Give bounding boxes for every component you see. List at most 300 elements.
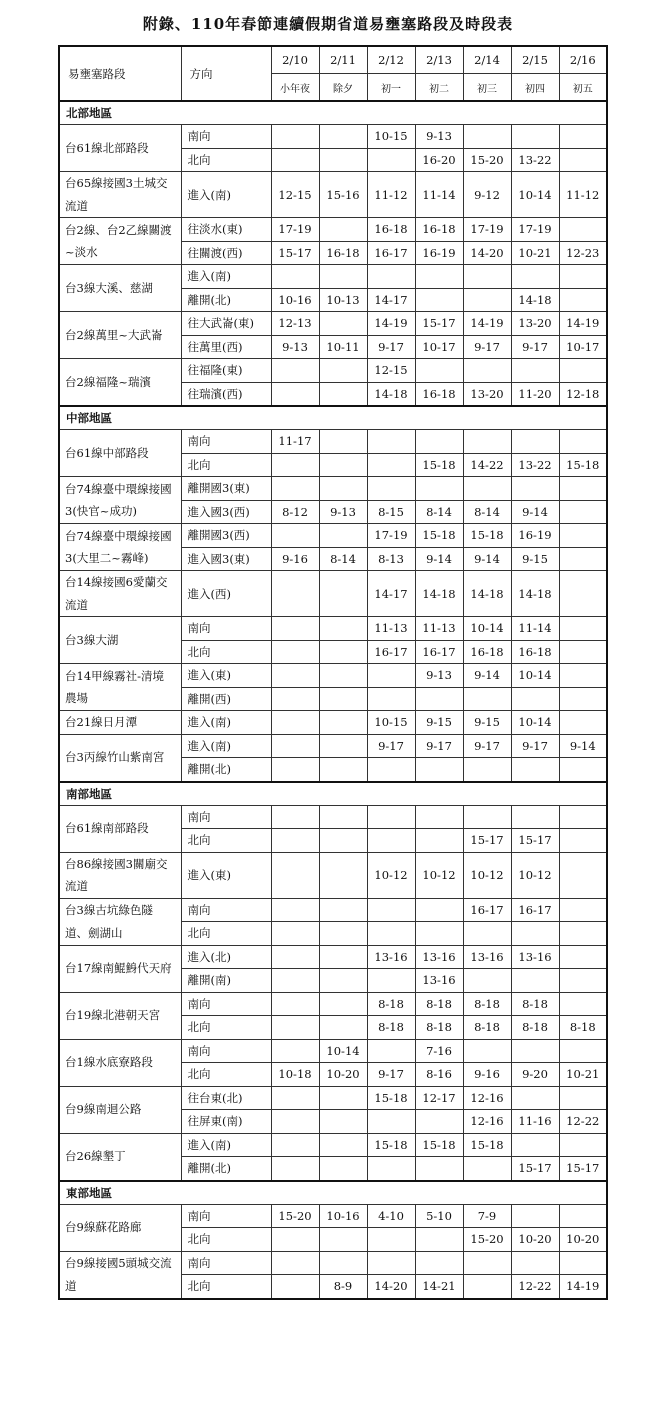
time-cell: [271, 1086, 319, 1110]
time-cell: 9-14: [463, 547, 511, 571]
segment-name: 台2線、台2乙線關渡~淡水: [59, 218, 181, 265]
time-cell: 8-18: [415, 1016, 463, 1040]
segment-name: 台3線大湖: [59, 617, 181, 664]
time-cell: [367, 805, 415, 829]
time-cell: 10-12: [415, 852, 463, 898]
time-cell: [271, 524, 319, 548]
time-cell: [319, 640, 367, 664]
time-cell: [415, 265, 463, 289]
time-cell: 13-16: [415, 945, 463, 969]
time-cell: 10-18: [271, 1063, 319, 1087]
time-cell: 16-18: [415, 382, 463, 406]
time-cell: [367, 148, 415, 172]
time-cell: [271, 734, 319, 758]
table-row: [59, 477, 607, 501]
time-cell: [559, 500, 607, 524]
time-cell: [559, 945, 607, 969]
segment-name: 台14線接國6愛蘭交流道: [59, 571, 181, 617]
time-cell: 14-19: [559, 1275, 607, 1299]
table-row: [59, 1204, 607, 1228]
time-cell: 15-20: [463, 1228, 511, 1252]
time-cell: [559, 1133, 607, 1157]
time-cell: [319, 1157, 367, 1181]
time-cell: 10-17: [559, 335, 607, 359]
time-cell: 8-15: [367, 500, 415, 524]
segment-name: 台74線臺中環線接國3(快官~成功): [59, 477, 181, 524]
direction-cell: 進入(東): [181, 664, 271, 688]
time-cell: 12-16: [463, 1086, 511, 1110]
time-cell: [511, 969, 559, 993]
segment-name: 台86線接國3關廟交流道: [59, 852, 181, 898]
time-cell: [463, 125, 511, 149]
time-cell: [415, 1251, 463, 1275]
time-cell: 15-17: [415, 312, 463, 336]
time-cell: 8-18: [511, 992, 559, 1016]
time-cell: [319, 359, 367, 383]
time-cell: 9-14: [463, 664, 511, 688]
time-cell: [367, 829, 415, 853]
time-cell: 16-18: [367, 218, 415, 242]
segment-name: 台74線臺中環線接國3(大里二~霧峰): [59, 524, 181, 571]
time-cell: [463, 1039, 511, 1063]
time-cell: [319, 711, 367, 735]
time-cell: 9-17: [511, 734, 559, 758]
time-cell: [367, 430, 415, 454]
time-cell: 10-16: [271, 288, 319, 312]
time-cell: 9-17: [367, 734, 415, 758]
time-cell: [367, 687, 415, 711]
time-cell: 13-20: [463, 382, 511, 406]
time-cell: [511, 430, 559, 454]
time-cell: 10-21: [511, 241, 559, 265]
header-day: 初五: [559, 74, 607, 102]
time-cell: [271, 922, 319, 946]
time-cell: 8-18: [559, 1016, 607, 1040]
time-cell: [271, 898, 319, 922]
time-cell: 15-17: [463, 829, 511, 853]
time-cell: [559, 922, 607, 946]
time-cell: 11-20: [511, 382, 559, 406]
header-date: 2/14: [463, 46, 511, 74]
time-cell: [319, 125, 367, 149]
time-cell: [511, 1039, 559, 1063]
time-cell: 9-15: [511, 547, 559, 571]
time-cell: 8-18: [367, 1016, 415, 1040]
time-cell: 16-19: [415, 241, 463, 265]
time-cell: [271, 1157, 319, 1181]
time-cell: [319, 734, 367, 758]
time-cell: [271, 945, 319, 969]
time-cell: 8-14: [319, 547, 367, 571]
direction-cell: 北向: [181, 1063, 271, 1087]
time-cell: [415, 898, 463, 922]
time-cell: 14-18: [415, 571, 463, 617]
time-cell: 14-18: [463, 571, 511, 617]
time-cell: 15-17: [271, 241, 319, 265]
time-cell: 10-12: [463, 852, 511, 898]
time-cell: [271, 805, 319, 829]
time-cell: 8-14: [463, 500, 511, 524]
time-cell: [415, 359, 463, 383]
time-cell: [415, 477, 463, 501]
time-cell: 15-20: [463, 148, 511, 172]
direction-cell: 往關渡(西): [181, 241, 271, 265]
time-cell: [415, 687, 463, 711]
time-cell: 11-13: [367, 617, 415, 641]
direction-cell: 北向: [181, 829, 271, 853]
time-cell: [511, 1204, 559, 1228]
time-cell: 9-13: [271, 335, 319, 359]
segment-name: 台61線北部路段: [59, 125, 181, 172]
time-cell: 17-19: [367, 524, 415, 548]
direction-cell: 進入(北): [181, 945, 271, 969]
direction-cell: 北向: [181, 1275, 271, 1299]
segment-name: 台9線南迴公路: [59, 1086, 181, 1133]
time-cell: 15-17: [511, 1157, 559, 1181]
segment-name: 台9線蘇花路廊: [59, 1204, 181, 1251]
time-cell: 17-19: [463, 218, 511, 242]
direction-cell: 進入(南): [181, 711, 271, 735]
time-cell: [271, 1275, 319, 1299]
time-cell: 17-19: [271, 218, 319, 242]
time-cell: [271, 640, 319, 664]
time-cell: [511, 687, 559, 711]
region-title: 中部地區: [59, 406, 607, 430]
segment-name: 台14甲線霧社-清境農場: [59, 664, 181, 711]
direction-cell: 北向: [181, 1016, 271, 1040]
time-cell: [511, 758, 559, 782]
time-cell: 10-14: [511, 711, 559, 735]
time-cell: [319, 1110, 367, 1134]
direction-cell: 南向: [181, 430, 271, 454]
time-cell: [559, 758, 607, 782]
time-cell: [559, 125, 607, 149]
direction-cell: 南向: [181, 617, 271, 641]
segment-name: 台26線墾丁: [59, 1133, 181, 1181]
time-cell: 4-10: [367, 1204, 415, 1228]
direction-cell: 南向: [181, 805, 271, 829]
time-cell: [367, 922, 415, 946]
time-cell: 9-17: [463, 335, 511, 359]
time-cell: 15-17: [511, 829, 559, 853]
time-cell: [559, 148, 607, 172]
direction-cell: 離開(南): [181, 969, 271, 993]
segment-name: 台3線古坑綠色隧道、劍湖山: [59, 898, 181, 945]
direction-cell: 北向: [181, 640, 271, 664]
table-row: [59, 945, 607, 969]
segment-name: 台65線接國3土城交流道: [59, 172, 181, 218]
table-row: [59, 430, 607, 454]
time-cell: 14-19: [463, 312, 511, 336]
time-cell: 12-22: [511, 1275, 559, 1299]
time-cell: [559, 547, 607, 571]
time-cell: [463, 805, 511, 829]
time-cell: 9-14: [559, 734, 607, 758]
time-cell: [511, 477, 559, 501]
time-cell: [271, 1251, 319, 1275]
time-cell: [319, 382, 367, 406]
direction-cell: 南向: [181, 125, 271, 149]
time-cell: 16-18: [463, 640, 511, 664]
congestion-schedule-table: [58, 45, 608, 1300]
time-cell: 8-14: [415, 500, 463, 524]
time-cell: 15-18: [463, 524, 511, 548]
time-cell: [511, 125, 559, 149]
time-cell: 9-17: [463, 734, 511, 758]
table-row: [59, 664, 607, 688]
time-cell: [271, 852, 319, 898]
time-cell: [271, 758, 319, 782]
time-cell: 10-20: [559, 1228, 607, 1252]
direction-cell: 往淡水(東): [181, 218, 271, 242]
time-cell: [319, 922, 367, 946]
time-cell: [319, 664, 367, 688]
time-cell: [319, 524, 367, 548]
time-cell: [271, 571, 319, 617]
time-cell: 11-12: [559, 172, 607, 218]
time-cell: [367, 1157, 415, 1181]
time-cell: 15-18: [415, 453, 463, 477]
time-cell: [559, 571, 607, 617]
time-cell: 10-14: [463, 617, 511, 641]
time-cell: [559, 430, 607, 454]
direction-cell: 進入(南): [181, 1133, 271, 1157]
time-cell: [559, 711, 607, 735]
time-cell: 16-18: [319, 241, 367, 265]
direction-cell: 北向: [181, 922, 271, 946]
time-cell: 12-17: [415, 1086, 463, 1110]
time-cell: [367, 664, 415, 688]
time-cell: 13-16: [415, 969, 463, 993]
time-cell: [511, 1251, 559, 1275]
time-cell: 10-11: [319, 335, 367, 359]
time-cell: [319, 969, 367, 993]
region-row: [59, 1181, 607, 1205]
header-row-dates: [59, 46, 607, 74]
direction-cell: 離開(西): [181, 687, 271, 711]
time-cell: [319, 687, 367, 711]
time-cell: [559, 829, 607, 853]
time-cell: 16-18: [511, 640, 559, 664]
time-cell: [367, 1228, 415, 1252]
time-cell: 11-12: [367, 172, 415, 218]
time-cell: [319, 571, 367, 617]
time-cell: [319, 1016, 367, 1040]
document-title: 附錄、110年春節連續假期省道易壅塞路段及時段表: [142, 15, 514, 33]
time-cell: 9-17: [511, 335, 559, 359]
time-cell: [559, 1251, 607, 1275]
header-date: 2/13: [415, 46, 463, 74]
time-cell: 11-13: [415, 617, 463, 641]
time-cell: 12-15: [271, 172, 319, 218]
time-cell: [271, 1133, 319, 1157]
direction-cell: 離開國3(西): [181, 524, 271, 548]
direction-cell: 進入(東): [181, 852, 271, 898]
table-row: [59, 734, 607, 758]
region-row: [59, 406, 607, 430]
time-cell: 16-17: [511, 898, 559, 922]
table-row: [59, 1133, 607, 1157]
time-cell: 13-16: [367, 945, 415, 969]
time-cell: 11-14: [415, 172, 463, 218]
time-cell: [511, 805, 559, 829]
direction-cell: 南向: [181, 1251, 271, 1275]
header-day: 初三: [463, 74, 511, 102]
time-cell: [463, 969, 511, 993]
time-cell: 9-14: [511, 500, 559, 524]
time-cell: [271, 453, 319, 477]
time-cell: 15-18: [415, 524, 463, 548]
time-cell: [271, 829, 319, 853]
time-cell: [415, 288, 463, 312]
time-cell: 15-18: [463, 1133, 511, 1157]
time-cell: [559, 664, 607, 688]
direction-cell: 往台東(北): [181, 1086, 271, 1110]
time-cell: 14-21: [415, 1275, 463, 1299]
time-cell: [559, 969, 607, 993]
time-cell: 10-12: [367, 852, 415, 898]
time-cell: [271, 1110, 319, 1134]
region-title: 東部地區: [59, 1181, 607, 1205]
time-cell: 13-22: [511, 148, 559, 172]
time-cell: 5-10: [415, 1204, 463, 1228]
time-cell: 15-18: [367, 1086, 415, 1110]
time-cell: 9-15: [463, 711, 511, 735]
header-date: 2/15: [511, 46, 559, 74]
time-cell: [271, 992, 319, 1016]
time-cell: 13-16: [511, 945, 559, 969]
table-row: [59, 1251, 607, 1275]
table-row: [59, 524, 607, 548]
time-cell: [271, 1016, 319, 1040]
time-cell: 8-13: [367, 547, 415, 571]
time-cell: [271, 687, 319, 711]
direction-cell: 往瑞濱(西): [181, 382, 271, 406]
time-cell: [511, 359, 559, 383]
time-cell: [511, 265, 559, 289]
time-cell: [319, 758, 367, 782]
direction-cell: 離開國3(東): [181, 477, 271, 501]
time-cell: 10-21: [559, 1063, 607, 1087]
time-cell: 16-17: [367, 640, 415, 664]
time-cell: 9-17: [415, 734, 463, 758]
time-cell: [463, 687, 511, 711]
header-date: 2/11: [319, 46, 367, 74]
time-cell: 10-14: [511, 172, 559, 218]
time-cell: [559, 687, 607, 711]
time-cell: 8-18: [463, 992, 511, 1016]
table-row: [59, 1086, 607, 1110]
time-cell: [559, 805, 607, 829]
time-cell: [367, 1110, 415, 1134]
direction-cell: 南向: [181, 1039, 271, 1063]
table-row: [59, 312, 607, 336]
table-row: [59, 805, 607, 829]
time-cell: 14-17: [367, 571, 415, 617]
time-cell: [415, 1110, 463, 1134]
time-cell: 14-18: [367, 382, 415, 406]
time-cell: [511, 1133, 559, 1157]
time-cell: [319, 617, 367, 641]
time-cell: 10-20: [319, 1063, 367, 1087]
time-cell: 10-12: [511, 852, 559, 898]
direction-cell: 往萬里(西): [181, 335, 271, 359]
header-date: 2/10: [271, 46, 319, 74]
table-row: [59, 172, 607, 218]
time-cell: 11-16: [511, 1110, 559, 1134]
time-cell: [415, 1157, 463, 1181]
time-cell: [319, 148, 367, 172]
time-cell: 14-18: [511, 288, 559, 312]
time-cell: 13-22: [511, 453, 559, 477]
time-cell: [271, 477, 319, 501]
time-cell: [271, 617, 319, 641]
time-cell: 14-19: [367, 312, 415, 336]
time-cell: [271, 382, 319, 406]
time-cell: 14-18: [511, 571, 559, 617]
time-cell: [559, 359, 607, 383]
time-cell: [559, 852, 607, 898]
header-day: 初四: [511, 74, 559, 102]
time-cell: [319, 1251, 367, 1275]
time-cell: [415, 1228, 463, 1252]
direction-cell: 北向: [181, 148, 271, 172]
time-cell: 16-17: [367, 241, 415, 265]
time-cell: 12-13: [271, 312, 319, 336]
time-cell: 16-17: [415, 640, 463, 664]
time-cell: 9-13: [319, 500, 367, 524]
time-cell: [271, 664, 319, 688]
region-row: [59, 782, 607, 806]
time-cell: [559, 477, 607, 501]
time-cell: [319, 898, 367, 922]
time-cell: 9-17: [367, 1063, 415, 1087]
time-cell: [559, 1039, 607, 1063]
table-row: [59, 571, 607, 617]
time-cell: 15-20: [271, 1204, 319, 1228]
time-cell: [319, 992, 367, 1016]
time-cell: [367, 1039, 415, 1063]
time-cell: 11-14: [511, 617, 559, 641]
table-row: [59, 992, 607, 1016]
time-cell: [415, 922, 463, 946]
time-cell: 17-19: [511, 218, 559, 242]
time-cell: 13-20: [511, 312, 559, 336]
time-cell: [463, 922, 511, 946]
time-cell: 8-18: [463, 1016, 511, 1040]
time-cell: 12-22: [559, 1110, 607, 1134]
table-row: [59, 125, 607, 149]
time-cell: 15-17: [559, 1157, 607, 1181]
time-cell: [463, 430, 511, 454]
header-date: 2/16: [559, 46, 607, 74]
region-title: 南部地區: [59, 782, 607, 806]
time-cell: 8-18: [415, 992, 463, 1016]
time-cell: 14-17: [367, 288, 415, 312]
time-cell: [319, 852, 367, 898]
table-row: [59, 1039, 607, 1063]
segment-name: 台17線南鯤鯓代天府: [59, 945, 181, 992]
time-cell: [559, 1204, 607, 1228]
time-cell: [463, 477, 511, 501]
time-cell: 10-15: [367, 711, 415, 735]
time-cell: 9-17: [367, 335, 415, 359]
time-cell: [319, 453, 367, 477]
direction-cell: 南向: [181, 992, 271, 1016]
direction-cell: 進入國3(西): [181, 500, 271, 524]
time-cell: [319, 1228, 367, 1252]
time-cell: 12-15: [367, 359, 415, 383]
